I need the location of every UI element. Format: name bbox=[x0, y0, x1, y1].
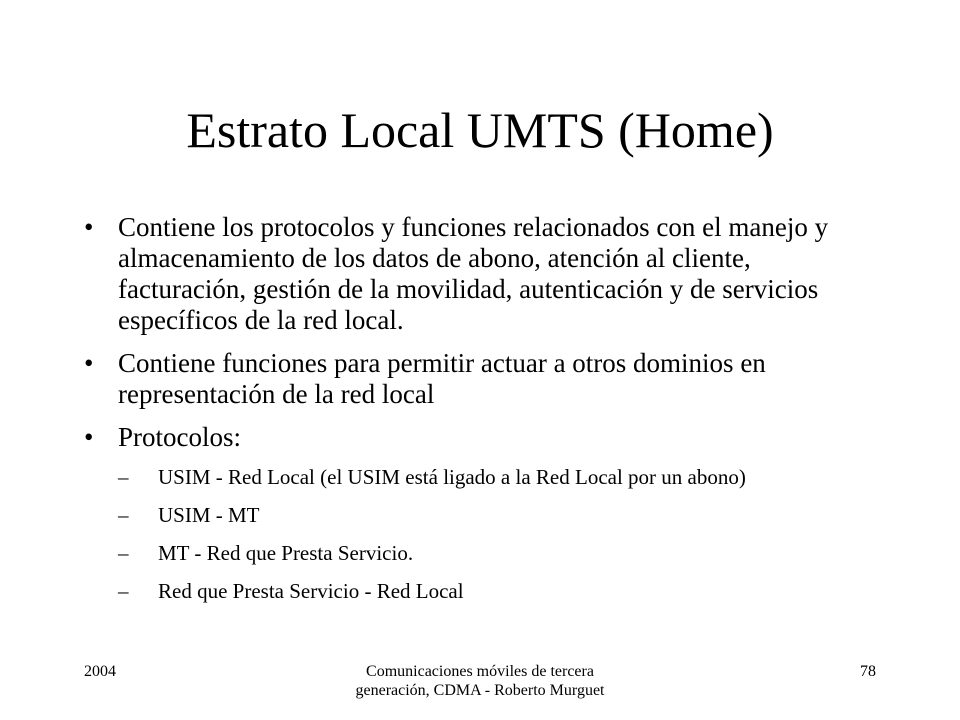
sub-bullet-item bbox=[118, 465, 884, 489]
bullet-text: Contiene los protocolos y funciones relacionados con el manejo y almacenamiento de los datos de abono, atención al cliente, facturación, gestión de la movilidad, autenticación y de servicios específicos de la red local. bbox=[118, 212, 829, 335]
bullet-item bbox=[84, 422, 884, 603]
sub-bullet-text: USIM - MT bbox=[158, 503, 260, 527]
bullet-item bbox=[84, 212, 884, 336]
dash-icon: – bbox=[118, 503, 129, 527]
sub-bullet-item bbox=[118, 503, 884, 527]
bullet-list bbox=[84, 212, 884, 617]
sub-bullet-text: USIM - Red Local (el USIM está ligado a la Red Local por un abono) bbox=[158, 465, 746, 489]
footer-course-title: Comunicaciones móviles de tercera generación, CDMA - Roberto Murguet bbox=[355, 663, 605, 699]
bullet-icon: • bbox=[84, 212, 94, 242]
footer-slide-number: 78 bbox=[860, 663, 876, 680]
footer-year: 2004 bbox=[84, 663, 116, 680]
dash-icon: – bbox=[118, 465, 129, 489]
bullet-text: Contiene funciones para permitir actuar a otros dominios en representación de la red local bbox=[118, 348, 766, 409]
sub-bullet-text: Red que Presta Servicio - Red Local bbox=[158, 579, 464, 603]
slide-title: Estrato Local UMTS (Home) bbox=[186, 102, 774, 158]
sub-bullet-item bbox=[118, 579, 884, 603]
bullet-item bbox=[84, 348, 884, 410]
sub-bullet-item bbox=[118, 541, 884, 565]
dash-icon: – bbox=[118, 541, 129, 565]
sub-bullet-text: MT - Red que Presta Servicio. bbox=[158, 541, 414, 565]
bullet-icon: • bbox=[84, 348, 94, 378]
sub-bullet-list bbox=[118, 465, 884, 603]
bullet-icon: • bbox=[84, 422, 94, 452]
bullet-text: Protocolos: bbox=[118, 422, 242, 452]
dash-icon: – bbox=[118, 579, 129, 603]
